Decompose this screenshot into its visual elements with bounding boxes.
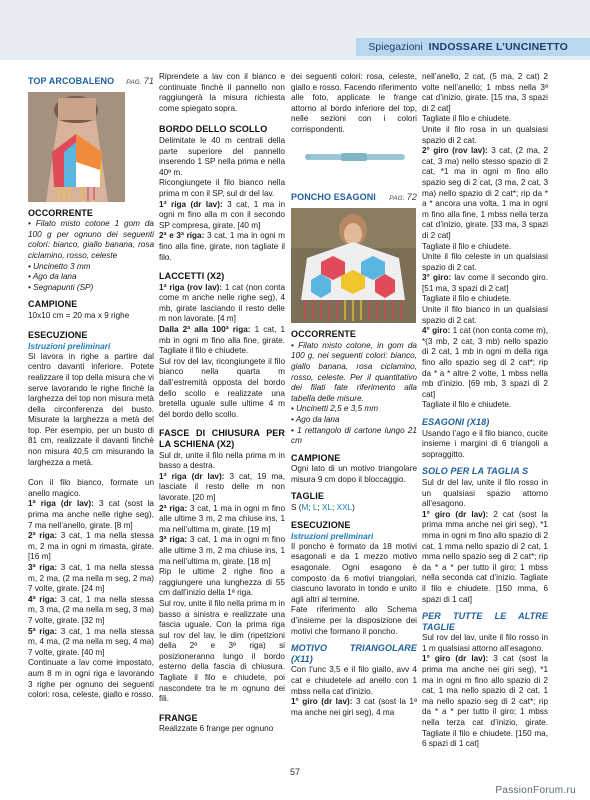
paragraph: Sul rov del lav, ricongiungete il filo bianco nella quarta m dall’estremità opposta del bordo dello scollo e realizzate una bretella uguale sulle ultime 4 m del bordo dello scollo.	[159, 356, 285, 419]
motivo-heading: MOTIVO TRIANGOLARE (X11)	[291, 643, 417, 664]
solo-s-heading: SOLO PER LA TAGLIA S	[422, 466, 529, 477]
row-instruction: 2ª e 3ª riga: 3 cat, 1 ma in ogni m fino alla fine, girate, non tagliate il filo.	[159, 231, 286, 262]
material-item: • Filato misto cotone, in gom da 100 g, nei seguenti colori: bianco, giallo banana, rosa ciclamino, rosso, celeste. Per il quantitativo dei filati fate riferimento alla tabella delle misure.	[291, 340, 417, 403]
campione-text: 10x10 cm = 20 ma x 9 righe	[28, 310, 130, 320]
paragraph: Riprendete a lav con il bianco e continuate finchè il pannello non raggiungerà la misura richiesta come spiegato sopra.	[159, 72, 285, 113]
paragraph: Realizzate 6 frange per ognuno	[159, 724, 274, 734]
row-instruction: Dalla 2ª alla 100ª riga: 1 cat, 1 mb in ogni m fino alla fine, girate. Tagliate il filo e chiudete.	[159, 325, 286, 356]
poncho-illustration	[291, 208, 416, 323]
round-instruction: 2° giro (rov lav): 3 cat, (2 ma, 2 cat, 3 ma) nello stesso spazio di 2 cat, *1 ma in ogni m fino allo spazio seg di 2 cat, (3 ma, 2 cat, 3 ma) nello spazio di 2 cat*; rip da * a * ancora una volta, 1 ma in ogni m fino alla fine, 1 mbss nella terza cat d’inizio, girate. [33 ma, 3 spazi di 2 cat]	[422, 146, 548, 240]
poncho-esagoni-photo	[291, 208, 416, 323]
pattern-title-poncho: PONCHO ESAGONI PAG. 72	[291, 192, 417, 203]
rainbow-top-illustration	[28, 92, 125, 202]
top-arcobaleno-photo	[28, 92, 125, 202]
paragraph: Sul dr, unite il filo nella prima m in basso a destra.	[159, 450, 285, 471]
size-list: S (M; L; XL; XXL)	[291, 503, 355, 513]
frange-heading: FRANGE	[159, 712, 198, 723]
round-instruction: 1° giro (dr lav): 2 cat (sost la prima mma anche nei giri seg), *1 mma in ogni m fino allo spazio di 2 cat, 1 mma nello spazio di 2 cat, 1 mma nello spazio seg di 2 cat*; rip da * a * per tutto il giro; 1 mbss nella seconda cat d’inizio. Tagliate il filo e chiudete. [150 mma, 6 spazi di 1 cat]	[422, 509, 549, 604]
taglie-heading: TAGLIE	[291, 491, 324, 502]
pattern-title-top: TOP ARCOBALENO PAG. 71	[28, 76, 154, 87]
paragraph: Sul rov del lav, unite il filo rosso in 1 m qualsiasi attorno all’esagono.	[422, 633, 548, 653]
row-instruction: 2ª riga: 3 cat, 1 ma nella stessa m, 2 ma in ogni m rimasta, girate. [16 m]	[28, 531, 154, 562]
bordo-heading: BORDO DELLO SCOLLO	[159, 124, 268, 135]
material-item: • Ago da lana	[28, 272, 77, 282]
paragraph: Unite il filo celeste in un qualsiasi spazio di 2 cat.	[422, 252, 548, 272]
campione-heading: CAMPIONE	[28, 299, 78, 310]
row-instruction: 1ª riga (dr lav): 3 cat, 1 ma in ogni m fino alla m con il secondo SP compresa, girate. [40 m]	[159, 199, 285, 230]
paragraph: Il poncho è formato da 18 motivi esagonali e da 1 mezzo motivo esagonale. Ogni esagono è composto da 6 motivi triangolari, ciascuno lavorato in tondo e unito agli altri al termine.	[291, 541, 417, 604]
occorrente-heading: OCCORRENTE	[291, 329, 357, 340]
paragraph: Rip le ultime 2 righe fino a raggiungere una lunghezza di 55 cm dall’inizio della 1ª riga.	[159, 567, 285, 598]
istruzioni-subheading: Istruzioni preliminari	[291, 531, 374, 542]
round-instruction: 1° giro (dr lav): 3 cat (sost la prima ma anche nei giri seg), *1 ma in ogni m fino allo spazio di 2 cat, 1 ma nello spazio di 2 cat, 1 ma nello spazio seg di 2 cat*; rip da * a * per tutto il giro; 1 mbss nella terza cat d’inizio, girate. Tagliate il filo e chiudete. [150 ma, 6 spazi di 1 cat]	[422, 654, 549, 749]
column-4	[422, 72, 548, 750]
page-ref: PAG. 72	[389, 191, 417, 202]
paragraph: Ricongiungete il filo bianco nella prima m con il SP, sul dr del lav.	[159, 178, 285, 198]
round-instruction: 3° giro: lav come il secondo giro. [51 ma, 3 spazi di 2 cat]	[422, 273, 549, 293]
paragraph: Unite il filo rosa in un qualsiasi spazio di 2 cat.	[422, 124, 548, 145]
istruzioni-subheading: Istruzioni preliminari	[28, 341, 111, 352]
watermark: PassionForum.ru	[495, 785, 576, 796]
fasce-heading: FASCE DI CHIUSURA PER LA SCHIENA (X2)	[159, 428, 285, 449]
section-title: INDOSSARE L’UNCINETTO	[428, 41, 568, 53]
paragraph: Sul rov, unite il filo nella prima m in basso a sinistra e realizzate una fascia uguale. Con la prima riga sul rov del lav, le dim (ripetizioni della 2ª e 3ª riga) si posizioneranno lungo il bordo esterno della fascia di chiusura. Tagliate il filo e chiudete, poi nascondete tra le m ognuno dei fili.	[159, 598, 285, 704]
paragraph: nell’anello, 2 cat, (5 ma, 2 cat) 2 volte nell’anello; 1 mbss nella 3ª cat d’inizio, girate. [15 ma, 3 spazi di 2 cat]	[422, 72, 548, 113]
column-3	[291, 72, 417, 718]
row-instruction: 1ª riga (dr lav): 3 cat, 19 ma, lasciate il resto delle m non lavorate. [20 m]	[159, 471, 285, 502]
occorrente-heading: OCCORRENTE	[28, 207, 94, 218]
paragraph: Tagliate il filo e chiudete.	[422, 400, 512, 410]
round-instruction: 4° giro: 1 cat (non conta come m), *(3 mb, 2 cat, 3 mb) nello spazio di 2 cat, 1 mb in ogni m della riga fino allo spazio seg di 2 cat*; rip da * a * altre 2 volte, 1 mbss nella mb d’inizio. [69 mb, 3 spazi di 2 cat]	[422, 326, 549, 399]
material-item: • Filato misto cotone 1 gom da 100 g per ognuno dei seguenti colori: bianco, giallo banana, rosa ciclamino, rosso, celeste	[28, 219, 154, 260]
laccetti-heading: LACCETTI (X2)	[159, 271, 225, 282]
material-item: • 1 rettangolo di cartone lungo 21 cm	[291, 425, 417, 446]
column-2	[159, 72, 285, 735]
row-instruction: 3ª riga: 3 cat, 1 ma nella stessa m, 2 ma, (2 ma nella m seg, 2 ma) 7 volte, girate. [24 m]	[28, 563, 154, 594]
altre-taglie-heading: PER TUTTE LE ALTRE TAGLIE	[422, 611, 548, 632]
paragraph: Usando l’ago e il filo bianco, cucite insieme i margini di 6 triangoli a sopraggitto.	[422, 428, 548, 459]
crochet-hook-icon	[301, 150, 411, 164]
paragraph: Sul dr del lav, unite il filo rosso in un qualsiasi spazio attorno all’esagono.	[422, 477, 548, 509]
page-number: 57	[289, 767, 300, 777]
paragraph: Tagliate il filo e chiudete.	[422, 241, 512, 251]
row-instruction: 5ª riga: 3 cat, 1 ma nella stessa m, 4 ma, (2 ma nella m seg, 4 ma) 7 volte, girate. [40 m]	[28, 626, 154, 657]
paragraph: Con l’unc 3,5 e il filo giallo, avv 4 cat e chiudetele ad anello con 1 mbss nella cat d’inizio.	[291, 665, 417, 696]
row-instruction: 1ª riga (rov lav): 1 cat (non conta come m anche nelle righe seg), 4 mb, girate lasciando il resto delle m non lavorate. [4 m]	[159, 282, 286, 324]
row-instruction: 2ª riga: 3 cat, 1 ma in ogni m fino alle ultime 3 m, 2 ma chiuse ins, 1 ma nell’ultima m, girate. [19 m]	[159, 503, 285, 534]
row-instruction: 1ª riga (dr lav): 3 cat (sost la prima ma anche nelle righe seg), 7 ma nell’anello, girate. [8 m]	[28, 499, 154, 530]
paragraph: dei seguenti colori: rosa, celeste, giallo e rosso. Facendo riferimento alle foto, applicate le frange attorno al bordo inferiore del top, nelle sezioni con i colori corrispondenti.	[291, 72, 417, 134]
campione-heading: CAMPIONE	[291, 452, 341, 463]
material-item: • Ago da lana	[291, 414, 340, 424]
paragraph: Delimitate le 40 m centrali della parte superiore del pannello inserendo 1 SP nella prima e nella 40ª m.	[159, 135, 285, 177]
paragraph: Continuate a lav come impostato, aum 8 m in ogni riga e lavorando 3 righe per ognuno dei seguenti colori: rosa, celeste, giallo e rosso.	[28, 658, 154, 700]
paragraph: Tagliate il filo e chiudete.	[422, 294, 512, 304]
column-1	[28, 72, 154, 701]
paragraph: Fate riferimento allo Schema d’insieme per la disposizione dei motivi che formano il poncho.	[291, 605, 417, 636]
esecuzione-heading: ESECUZIONE	[28, 329, 88, 340]
esagoni-heading: ESAGONI (X18)	[422, 417, 490, 427]
row-instruction: 3ª riga: 3 cat, 1 ma in ogni m fino alle ultime 3 m, 2 ma chiuse ins, 1 ma nell’ultima m, girate. [18 m]	[159, 535, 285, 566]
material-item: • Uncinetto 3 mm	[28, 261, 91, 271]
campione-text: Ogni lato di un motivo triangolare misura 9 cm dopo il bloccaggio.	[291, 464, 417, 484]
round-instruction: 1° giro (dr lav): 3 cat (sost la 1ª ma anche nei giri seg), 4 ma	[291, 697, 417, 717]
section-header	[356, 38, 590, 56]
paragraph: Con il filo bianco, formate un anello magico.	[28, 478, 154, 498]
row-instruction: 4ª riga: 3 cat, 1 ma nella stessa m, 3 ma, (2 ma nella m seg, 3 ma) 7 volte, girate. [32 m]	[28, 594, 154, 625]
section-name: Spiegazioni	[368, 41, 423, 53]
esecuzione-heading: ESECUZIONE	[291, 519, 351, 530]
paragraph: Unite il filo bianco in un qualsiasi spazio di 2 cat.	[422, 305, 548, 325]
paragraph: Tagliate il filo e chiudete.	[422, 114, 512, 124]
material-item: • Uncinetti 2,5 e 3,5 mm	[291, 404, 379, 414]
paragraph: Si lavora in righe a partire dal centro davanti inferiore. Potete realizzare il top della misura che vi serve lavorando le righe finchè la larghezza del top non misura metà della circonferenza del busto. Misurate la larghezza a metà del top. Per esempio, per un busto di 81 cm, realizzate il davanti finchè non misura 40,5 cm misurando la larghezza a metà.	[28, 351, 154, 467]
page-ref: PAG. 71	[126, 76, 154, 86]
material-item: • Segnapunti (SP)	[28, 282, 94, 292]
